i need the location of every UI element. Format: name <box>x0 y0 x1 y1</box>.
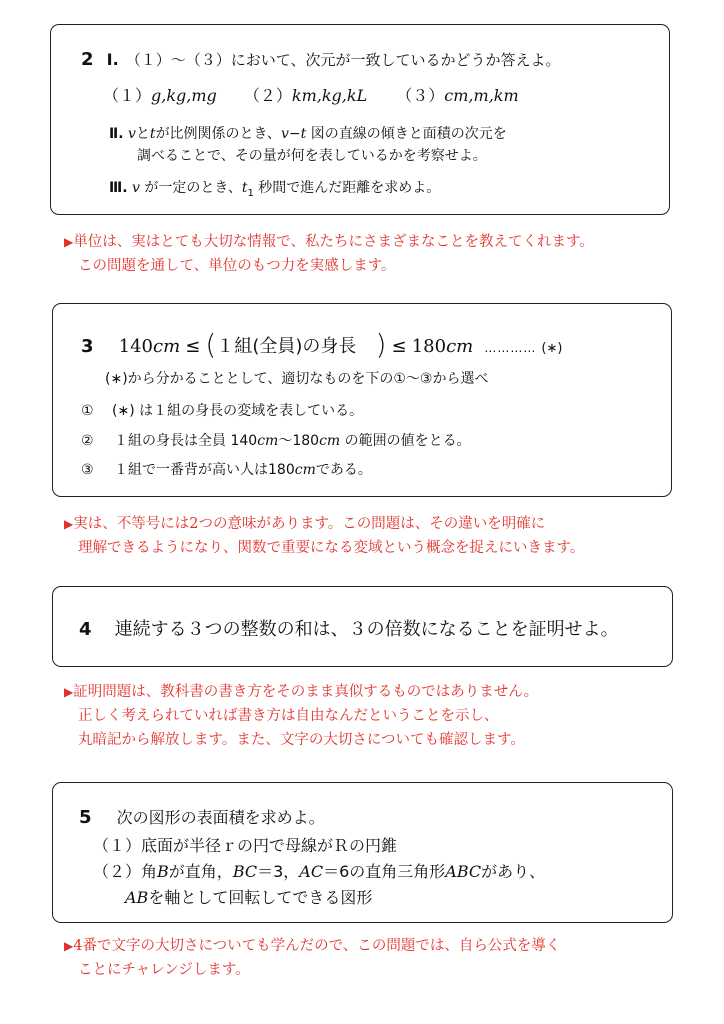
note-text: 4番で文字の大切さについても学んだので、この問題では、自ら公式を導く <box>73 938 561 954</box>
part-text: （１）～（３）において、次元が一致しているかどうか答えよ。 <box>125 51 561 69</box>
item-expr: g,kg,mg <box>151 86 217 105</box>
problem-number: 5 <box>79 807 92 828</box>
arrow-icon: ▶ <box>64 517 74 531</box>
note-text: この問題を通して、単位のもつ力を実感します。 <box>78 258 396 274</box>
item-label: （３） <box>396 86 445 105</box>
item-text: があり、 <box>481 862 546 881</box>
problem-3-option-1 <box>81 400 363 420</box>
le-sign: ≤ <box>391 336 407 357</box>
unit: cm <box>319 433 341 449</box>
unit: cm <box>294 462 316 478</box>
var: AB <box>125 888 149 907</box>
item-text: 角 <box>141 862 158 881</box>
item-text: ＝3， <box>257 862 300 881</box>
problem-number: 3 <box>81 336 94 357</box>
var: ABC <box>445 862 482 881</box>
part-label: Ⅰ. <box>106 50 119 69</box>
var-v: v <box>128 126 136 142</box>
problem-text: 連続する３つの整数の和は、３の倍数になることを証明せよ。 <box>114 619 619 640</box>
option-text: １組の身長は全員 <box>114 433 231 449</box>
ineq-left <box>119 336 181 357</box>
text: 秒間で進んだ距離を求めよ。 <box>253 180 441 196</box>
paren-open: ( <box>205 328 217 361</box>
var-t: t <box>149 126 156 142</box>
ineq-right <box>412 336 474 357</box>
problem-2-part2-line2 <box>137 145 487 165</box>
number: 140 <box>230 433 258 449</box>
note-line <box>64 230 594 254</box>
option-text: １組で一番背が高い人は <box>114 462 269 478</box>
mark: (∗) <box>541 341 563 356</box>
note-text: 理解できるようになり、関数で重要になる変域という概念を捉えにいきます。 <box>78 540 585 556</box>
dots: ………… <box>484 341 537 355</box>
note-3 <box>64 512 584 560</box>
item-text: が直角， <box>168 862 233 881</box>
note-5 <box>64 934 560 982</box>
problem-2-box <box>50 24 670 215</box>
option-mark: ② <box>81 433 94 449</box>
le-sign: ≤ <box>185 336 201 357</box>
note-line <box>64 934 560 958</box>
text: が一定のとき、 <box>139 180 242 196</box>
part-label: Ⅱ. <box>109 126 124 142</box>
problem-5-item-1 <box>93 833 397 856</box>
instruction-text: から分かることとして、適切なものを下の①～③から選べ <box>127 371 489 387</box>
mark: (∗) <box>105 371 128 387</box>
problem-number: 2 <box>81 49 94 70</box>
note-line <box>64 536 584 560</box>
item-expr: cm,m,km <box>444 86 519 105</box>
unit: cm <box>152 336 181 357</box>
option-text: は１組の身長の変域を表している。 <box>134 403 364 419</box>
item-text: 底面が半径ｒの円で母線がＲの円錐 <box>141 836 398 855</box>
note-line <box>64 704 538 728</box>
var: B <box>157 862 169 881</box>
number: 180 <box>292 433 320 449</box>
problem-3-box <box>52 303 672 497</box>
subscript: 1 <box>247 187 254 199</box>
problem-3-inequality <box>81 326 562 359</box>
text: 調べることで、その量が何を表しているかを考察せよ。 <box>137 148 487 164</box>
problem-2-items <box>103 83 519 106</box>
unit: cm <box>257 433 279 449</box>
problem-4-box <box>52 586 673 667</box>
arrow-icon: ▶ <box>64 685 74 699</box>
note-text: ことにチャレンジします。 <box>78 962 250 978</box>
option-text: (∗) <box>112 403 135 419</box>
text: 図の直線の傾きと面積の次元を <box>306 126 507 142</box>
var-vt: v−t <box>281 126 307 142</box>
var-t: t <box>241 180 248 196</box>
text: が比例関係のとき、 <box>155 126 282 142</box>
problem-5-header <box>79 805 325 828</box>
problem-5-box <box>52 782 673 923</box>
note-line <box>64 958 560 982</box>
problem-number: 4 <box>79 619 92 640</box>
option-text: の範囲の値をとる。 <box>340 433 471 449</box>
note-line <box>64 254 594 278</box>
problem-3-instruction <box>105 368 488 388</box>
problem-2-part3 <box>109 177 440 199</box>
option-mark: ③ <box>81 462 94 478</box>
paren-close: ) <box>375 328 387 361</box>
note-2 <box>64 230 594 278</box>
option-mark: ① <box>81 403 94 419</box>
note-line <box>64 728 538 752</box>
problem-3-option-2 <box>81 430 471 450</box>
note-line <box>64 512 584 536</box>
note-text: 単位は、実はとても大切な情報で、私たちにさまざまなことを教えてくれます。 <box>73 234 594 250</box>
item-label: （２） <box>93 862 142 881</box>
problem-5-item-2-line2 <box>125 885 372 908</box>
problem-3-option-3 <box>81 459 372 479</box>
problem-2-part2-line1 <box>109 123 507 143</box>
part-label: Ⅲ. <box>109 180 128 196</box>
note-text: 実は、不等号には2つの意味があります。この問題は、その違いを明確に <box>73 516 546 532</box>
problem-4-text <box>79 615 619 641</box>
note-text: 丸暗記から解放します。また、文字の大切さについても確認します。 <box>78 732 525 748</box>
note-line <box>64 680 538 704</box>
item-text: ＝6の直角三角形 <box>323 862 446 881</box>
number: 180 <box>411 336 447 357</box>
problem-5-item-2 <box>93 859 545 882</box>
problem-text: 次の図形の表面積を求めよ。 <box>116 808 325 827</box>
item-label: （１） <box>103 86 152 105</box>
arrow-icon: ▶ <box>64 939 74 953</box>
item-label: （１） <box>93 836 142 855</box>
item-label: （２） <box>243 86 292 105</box>
number: 140 <box>118 336 153 357</box>
var: AC <box>299 862 324 881</box>
ineq-middle: １組(全員)の身長 <box>216 336 357 357</box>
arrow-icon: ▶ <box>64 235 74 249</box>
item-text: を軸として回転してできる図形 <box>148 888 373 907</box>
option-text: ～ <box>278 433 293 449</box>
note-text: 証明問題は、教科書の書き方をそのまま真似するものではありません。 <box>73 684 539 700</box>
number: 180 <box>268 462 295 478</box>
unit: cm <box>446 336 474 357</box>
note-text: 正しく考えられていれば書き方は自由なんだということを示し、 <box>78 708 499 724</box>
note-4 <box>64 680 538 752</box>
var-v: v <box>132 180 140 196</box>
var: BC <box>232 862 258 881</box>
item-expr: km,kg,kL <box>291 86 368 105</box>
text: と <box>135 126 150 142</box>
option-text: である。 <box>315 462 372 478</box>
problem-2-header <box>81 49 560 70</box>
